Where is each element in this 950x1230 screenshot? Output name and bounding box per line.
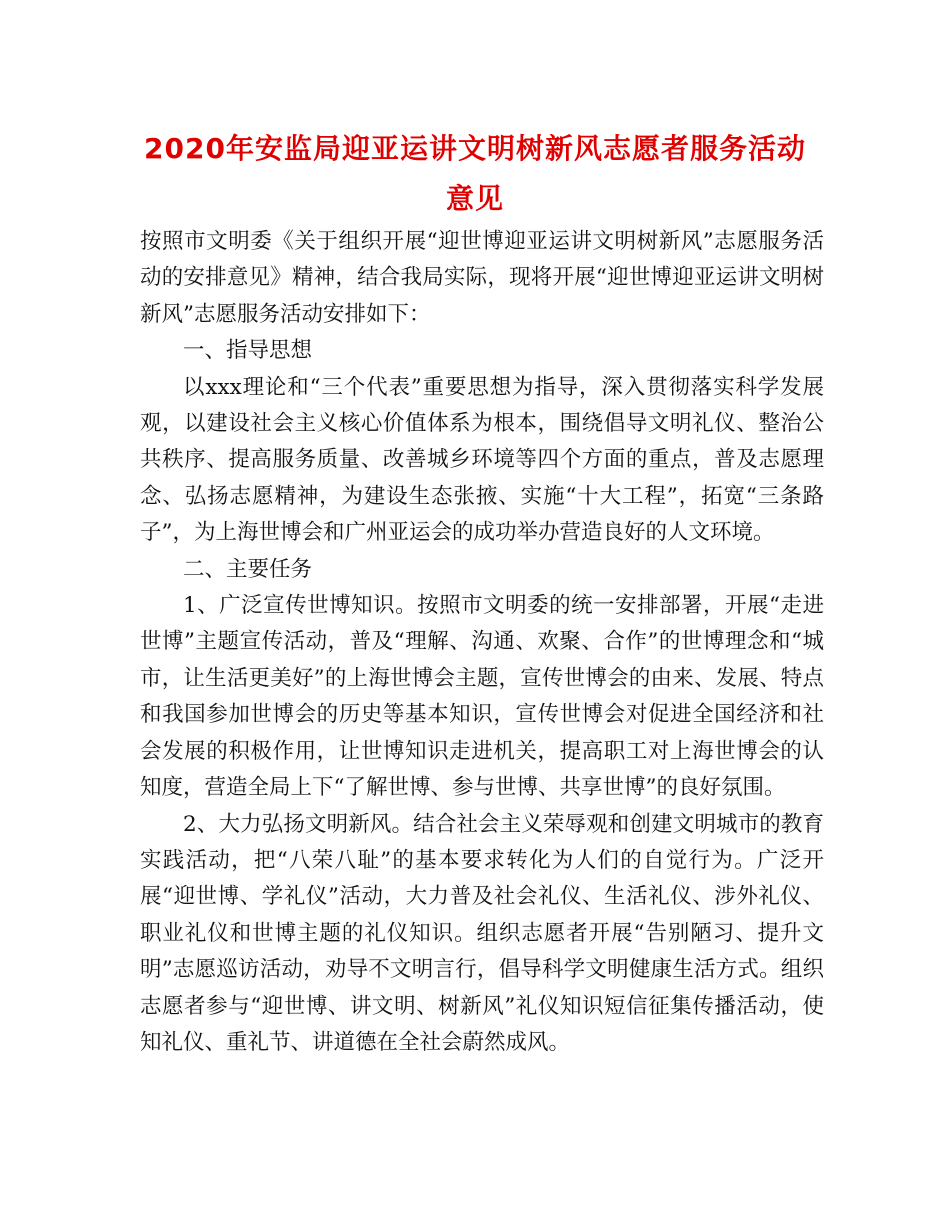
section-heading-main-tasks: 二、主要任务 [183, 556, 313, 582]
guiding-ideology-paragraph: 以xxx理论和“三个代表”重要思想为指导，深入贯彻落实科学发展观，以建设社会主义核心价值体系为根本，围绕倡导文明礼仪、整治公共秩序、提高服务质量、改善城乡环境等四个方面的重点，普及志愿理念、弘扬志愿精神，为建设生态张掖、实施“十大工程”，拓宽“三条路子”，为上海世博会和广州亚运会的成功举办营造良好的人文环境。 [140, 374, 824, 546]
document-body [140, 224, 824, 1061]
task-1-paragraph: 1、广泛宣传世博知识。按照市文明委的统一安排部署，开展“走进世博”主题宣传活动，普及“理解、沟通、欢聚、合作”的世博理念和“城市，让生活更美好”的上海世博会主题，宣传世博会的由来、发展、特点和我国参加世博会的历史等基本知识，宣传世博会对促进全国经济和社会发展的积极作用，让世博知识走进机关，提高职工对上海世博会的认知度，营造全局上下“了解世博、参与世博、共享世博”的良好氛围。 [140, 593, 824, 801]
document-title: 2020年安监局迎亚运讲文明树新风志愿者服务活动意见 [144, 132, 806, 215]
section-heading-guiding-ideology: 一、指导思想 [183, 338, 313, 364]
intro-paragraph: 按照市文明委《关于组织开展“迎世博迎亚运讲文明树新风”志愿服务活动的安排意见》精神，结合我局实际，现将开展“迎世博迎亚运讲文明树新风”志愿服务活动安排如下： [140, 229, 824, 327]
task-2-paragraph: 2、大力弘扬文明新风。结合社会主义荣辱观和创建文明城市的教育实践活动，把“八荣八耻”的基本要求转化为人们的自觉行为。广泛开展“迎世博、学礼仪”活动，大力普及社会礼仪、生活礼仪、涉外礼仪、职业礼仪和世博主题的礼仪知识。组织志愿者开展“告别陋习、提升文明”志愿巡访活动，劝导不文明言行，倡导科学文明健康生活方式。组织志愿者参与“迎世博、讲文明、树新风”礼仪知识短信征集传播活动，使知礼仪、重礼节、讲道德在全社会蔚然成风。 [140, 811, 824, 1055]
